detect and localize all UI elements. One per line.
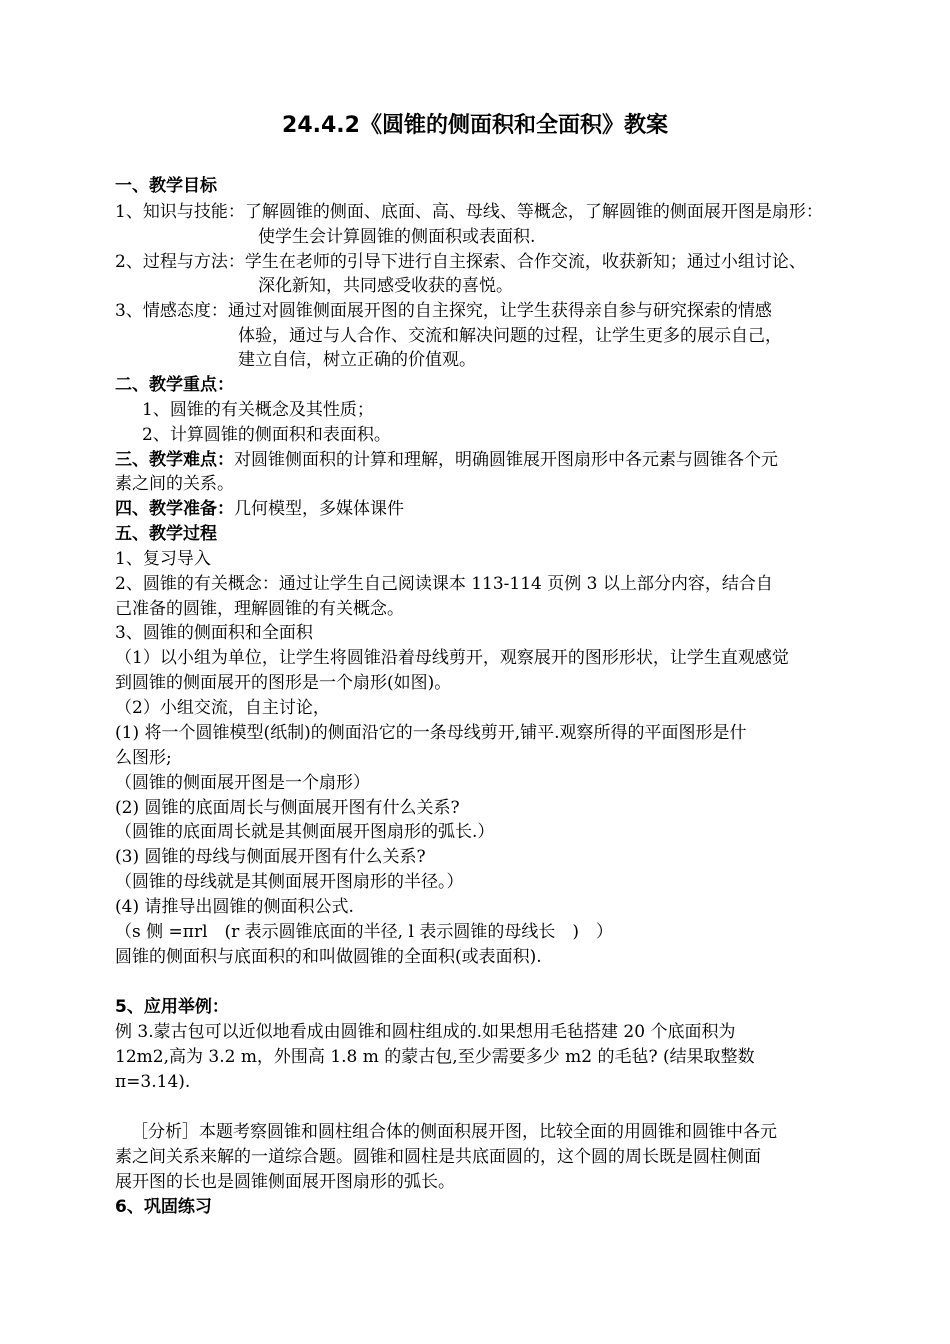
text-line-o2a: 2、过程与方法：学生在老师的引导下进行自主探索、合作交流，收获新知；通过小组讨论、 [115,252,806,272]
text-line-f1: ［分析］本题考察圆锥和圆柱组合体的侧面积展开图，比较全面的用圆锥和圆锥中各元 [131,1122,777,1142]
text-line-e1: 例 3.蒙古包可以近似地看成由圆锥和圆柱组成的.如果想用毛毡搭建 20 个底面积为 [115,1022,736,1042]
text-line-p2a: 2、圆锥的有关概念：通过让学生自己阅读课本 113-114 页例 3 以上部分内容，结合自 [115,574,773,594]
text-line-s3 [115,448,778,472]
text-line-s2: 二、教学重点： [115,375,234,395]
text-line-s1: 一、教学目标 [115,176,217,196]
text-line-s5: 五、教学过程 [115,524,217,544]
text-line-e2: 12m2,高为 3.2 m，外围高 1.8 m 的蒙古包,至少需要多少 m2 的毛毡? (结果取整数 [115,1047,755,1067]
text-line-o1a: 1、知识与技能：了解圆锥的侧面、底面、高、母线、等概念，了解圆锥的侧面展开图是扇形： [115,202,823,222]
text-line-a5: 圆锥的侧面积与底面积的和叫做圆锥的全面积(或表面积). [115,947,542,967]
text-line-k1: 1、圆锥的有关概念及其性质； [142,400,374,420]
text-line-s4 [115,497,404,521]
text-line-a2: （圆锥的底面周长就是其侧面展开图扇形的弧长.） [115,822,495,842]
text-line-s6: 5、应用举例： [115,997,229,1017]
text-line-s7: 6、巩固练习 [115,1197,212,1217]
text-line-o3a: 3、情感态度：通过对圆锥侧面展开图的自主探究，让学生获得亲自参与研究探索的情感 [115,301,772,321]
text-line-q4: (4) 请推导出圆锥的侧面积公式. [115,897,354,917]
section-label: 三、教学难点： [115,450,234,470]
document-title: 24.4.2《圆锥的侧面积和全面积》教案 [282,113,668,138]
text-line-p4: （2）小组交流，自主讨论， [115,698,330,718]
text-line-s3b: 素之间的关系。 [115,474,234,494]
text-line-f3: 展开图的长也是圆锥侧面展开图扇形的弧长。 [115,1172,455,1192]
text-line-q1a: (1) 将一个圆锥模型(纸制)的侧面沿它的一条母线剪开,铺平.观察所得的平面图形是什 [115,723,747,743]
text-line-a4: （s 侧 =πrl (r 表示圆锥底面的半径, l 表示圆锥的母线长 ) ） [115,922,613,942]
text-line-o1b: 使学生会计算圆锥的侧面积或表面积. [258,227,536,247]
text-line-o2b: 深化新知，共同感受收获的喜悦。 [258,276,513,296]
text-line-p3: 3、圆锥的侧面积和全面积 [115,623,313,643]
text-line-q1b: 么图形; [115,748,172,768]
text-line-p3a: （1）以小组为单位，让学生将圆锥沿着母线剪开，观察展开的图形形状，让学生直观感觉 [115,648,789,668]
section-text: 几何模型，多媒体课件 [234,499,404,519]
section-text: 对圆锥侧面积的计算和理解，明确圆锥展开图扇形中各元素与圆锥各个元 [234,450,778,470]
section-label: 四、教学准备： [115,499,234,519]
text-line-o3c: 建立自信，树立正确的价值观。 [238,350,476,370]
text-line-p2b: 己准备的圆锥，理解圆锥的有关概念。 [115,599,404,619]
text-line-a3: （圆锥的母线就是其侧面展开图扇形的半径。） [115,872,464,892]
text-line-f2: 素之间关系来解的一道综合题。圆锥和圆柱是共底面圆的，这个圆的周长既是圆柱侧面 [115,1147,761,1167]
text-line-p3b: 到圆锥的侧面展开的图形是一个扇形(如图)。 [115,673,452,693]
text-line-k2: 2、计算圆锥的侧面积和表面积。 [142,425,391,445]
text-line-q2: (2) 圆锥的底面周长与侧面展开图有什么关系? [115,798,460,818]
text-line-p1: 1、复习导入 [115,549,211,569]
text-line-q3: (3) 圆锥的母线与侧面展开图有什么关系? [115,847,426,867]
text-line-o3b: 体验，通过与人合作、交流和解决问题的过程，让学生更多的展示自己， [238,326,782,346]
text-line-a1: （圆锥的侧面展开图是一个扇形） [115,773,370,793]
text-line-e3: π=3.14). [115,1072,191,1092]
